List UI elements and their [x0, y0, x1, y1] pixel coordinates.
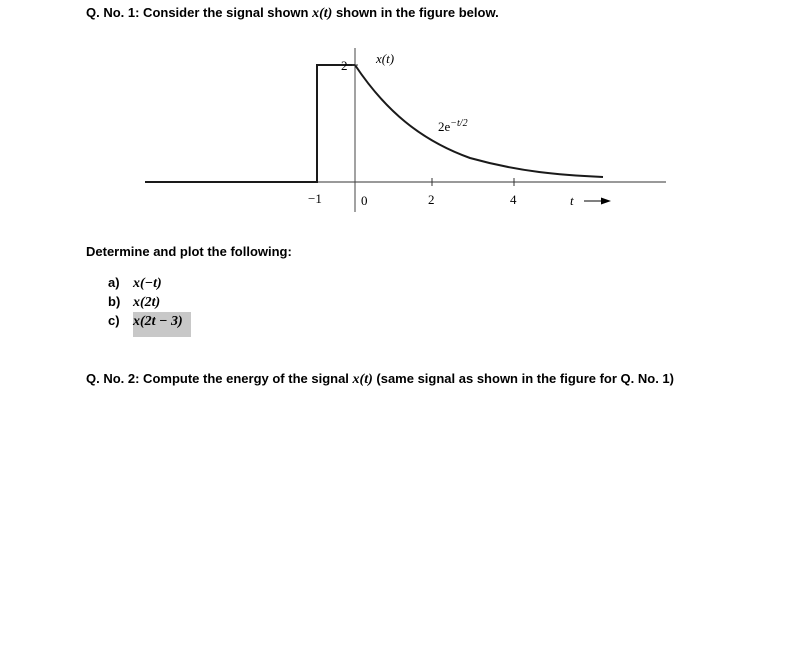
curve-label-base: 2e: [438, 119, 451, 134]
axis-arrow-icon: [601, 198, 611, 205]
list-item-a: [108, 273, 162, 292]
question-1-suffix: shown in the figure below.: [335, 5, 499, 20]
axis-label-t: t: [570, 193, 574, 208]
list-item-b: [108, 292, 160, 311]
curve-label: [438, 118, 468, 134]
list-item-expr: x(2t): [133, 295, 161, 310]
list-item-expr-highlighted: x(2t − 3): [133, 312, 191, 337]
question-2-text: [86, 371, 674, 388]
question-2-signal: x(t): [352, 372, 373, 387]
tick-label-4: 4: [510, 192, 517, 207]
tick-label-2: 2: [428, 192, 435, 207]
peak-label: 2: [341, 58, 348, 73]
signal-rect-part: [145, 65, 355, 182]
signal-exp-curve: [355, 65, 603, 177]
list-item-expr: x(−t): [133, 276, 162, 291]
signal-figure: [0, 0, 800, 240]
tick-label-neg1: −1: [308, 191, 322, 206]
question-1-signal: x(t): [312, 6, 333, 21]
determine-heading: Determine and plot the following:: [86, 244, 292, 259]
tick-label-0: 0: [361, 193, 368, 208]
list-item-label: c): [108, 313, 120, 328]
question-2-prefix: Q. No. 2: Compute the energy of the signal: [86, 371, 349, 386]
signal-label: x(t): [376, 51, 395, 66]
list-item-label: a): [108, 275, 120, 290]
question-1-prefix: Q. No. 1: Consider the signal shown: [86, 5, 309, 20]
list-item-c: [108, 311, 191, 330]
list-item-label: b): [108, 294, 121, 309]
question-2-suffix: (same signal as shown in the figure for Q. No. 1): [376, 371, 674, 386]
curve-label-exp: −t/2: [450, 118, 468, 129]
